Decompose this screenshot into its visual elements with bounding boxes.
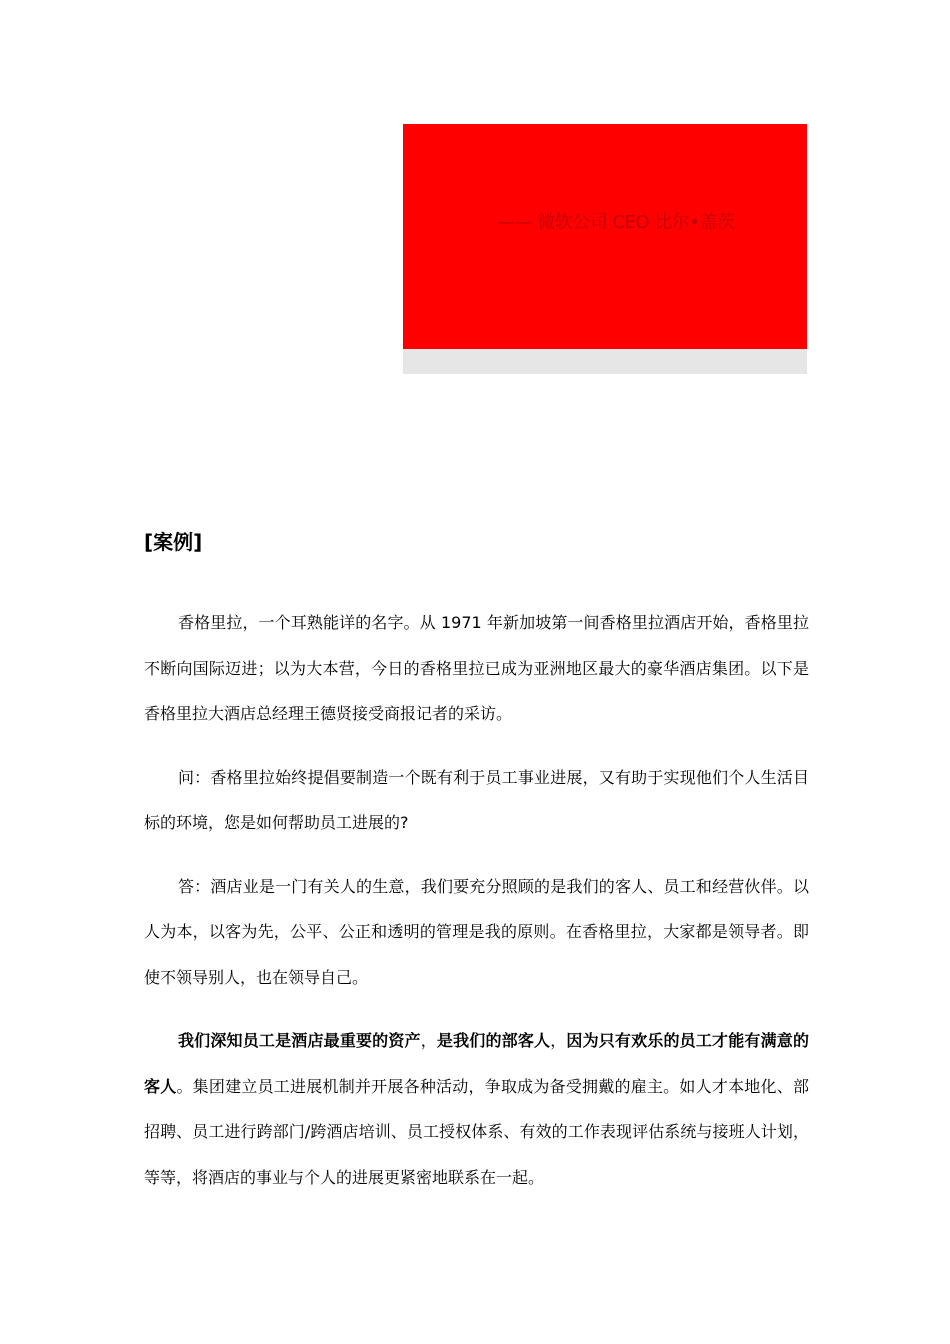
separator-comma-1: ， <box>420 1031 437 1050</box>
paragraph-answer: 答：酒店业是一门有关人的生意，我们要充分照顾的是我们的客人、员工和经营伙伴。以人为本，以客为先，公平、公正和透明的管理是我的原则。在香格里拉，大家都是领导者。即使不领导别人，也在领导自己。 <box>144 876 809 987</box>
separator-comma-2: ， <box>550 1031 567 1050</box>
paragraph-question: 问：香格里拉始终提倡要制造一个既有利于员工事业进展，又有助于实现他们个人生活目标的环境，您是如何帮助员工进展的? <box>144 767 809 832</box>
case-heading: [案例] <box>144 530 203 554</box>
bold-phrase-assets: 我们深知员工是酒店最重要的资产 <box>178 1031 421 1050</box>
paragraph-employees <box>144 1018 809 1200</box>
quote-box <box>403 124 807 374</box>
paragraph-intro: 香格里拉，一个耳熟能详的名字。从 1971 年新加坡第一间香格里拉酒店开始，香格里拉不断向国际迈进；以为大本营，今日的香格里拉已成为亚洲地区最大的豪华酒店集团。以下是香格里拉大酒店总经理王德贤接受商报记者的采访。 <box>144 613 809 723</box>
bold-phrase-guests: 是我们的部客人 <box>436 1031 551 1050</box>
paragraph-employees-rest: 。集团建立员工进展机制并开展各种活动，争取成为备受拥戴的雇主。如人才本地化、部招聘、员工进行跨部门/跨酒店培训、员工授权体系、有效的工作表现评估系统与接班人计划，等等，将酒店的事业与个人的进展更紧密地联系在一起。 <box>144 1076 809 1187</box>
bold-phrase-happy-staff: 因为只有欢乐的员工才能有满意的客人 <box>144 1031 809 1096</box>
article-body <box>144 600 809 1218</box>
quote-red-panel <box>403 124 807 349</box>
quote-attribution: —— 微软公司 CEO 比尔•盖茨 <box>497 212 735 233</box>
